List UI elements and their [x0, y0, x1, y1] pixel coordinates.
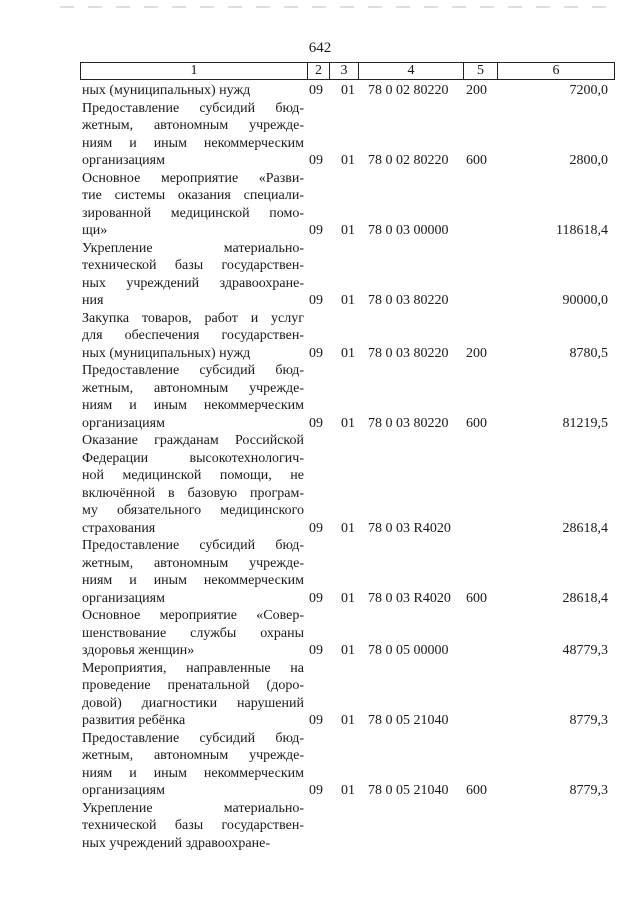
section-code: 09 — [309, 520, 323, 536]
description-line: ниям и иным некоммерческим — [82, 398, 304, 413]
description-line: проведение пренатальной (доро- — [82, 678, 304, 693]
row-description — [82, 607, 304, 660]
description-line: Предоставление субсидий бюд- — [82, 100, 304, 116]
table-row — [0, 170, 640, 240]
scan-artifact — [60, 6, 620, 8]
subsection-code: 01 — [341, 83, 355, 98]
description-line: ниям и иным некоммерческим — [82, 765, 304, 781]
description-line: организациям — [82, 415, 165, 431]
col-header-5: 5 — [477, 63, 484, 78]
table-row — [0, 730, 640, 800]
target-article-code: 78 0 05 00000 — [368, 643, 449, 658]
description-line: ниям и иным некоммерческим — [82, 573, 304, 588]
expense-type-code: 200 — [466, 83, 487, 98]
description-line: тие системы оказания специали- — [82, 188, 304, 203]
description-line: Предоставление субсидий бюд- — [82, 363, 304, 378]
description-line: организациям — [82, 590, 165, 606]
page-number: 642 — [308, 40, 332, 56]
expense-type-code: 600 — [466, 153, 487, 168]
amount: 48779,3 — [562, 643, 608, 658]
description-line: Предоставление субсидий бюд- — [82, 538, 304, 553]
table-header — [80, 62, 615, 80]
subsection-code: 01 — [341, 415, 355, 431]
description-line: ной медицинской помощи, не — [82, 468, 304, 483]
description-line: здоровья женщин» — [82, 643, 195, 658]
description-line: Оказание гражданам Российской — [82, 433, 304, 448]
description-line: щи» — [82, 223, 108, 238]
target-article-code: 78 0 05 21040 — [368, 713, 449, 728]
description-line: ния — [82, 293, 104, 308]
description-line: развития ребёнка — [82, 713, 186, 728]
subsection-code: 01 — [341, 345, 355, 361]
table-row — [0, 82, 640, 100]
subsection-code: 01 — [341, 590, 355, 606]
section-code: 09 — [309, 783, 323, 798]
description-line: ных учреждений здравоохране- — [82, 275, 304, 291]
row-description — [82, 660, 304, 730]
amount: 90000,0 — [562, 293, 608, 308]
row-description — [82, 82, 304, 100]
target-article-code: 78 0 02 80220 — [368, 83, 449, 98]
amount: 8779,3 — [569, 783, 608, 798]
expense-type-code: 600 — [466, 590, 487, 606]
table-row — [0, 362, 640, 432]
section-code: 09 — [309, 345, 323, 361]
target-article-code: 78 0 03 80220 — [368, 293, 449, 308]
col-header-1: 1 — [190, 63, 198, 78]
table-row — [0, 310, 640, 363]
amount: 2800,0 — [569, 153, 608, 168]
target-article-code: 78 0 03 R4020 — [368, 590, 451, 606]
table-row — [0, 100, 640, 170]
description-line: жетным, автономным учрежде- — [82, 748, 304, 763]
row-description — [82, 362, 304, 432]
description-line: Укрепление материально- — [82, 800, 304, 816]
target-article-code: 78 0 03 R4020 — [368, 520, 451, 536]
amount: 118618,4 — [556, 223, 608, 238]
description-line: Мероприятия, направленные на — [82, 660, 304, 676]
table-row — [0, 537, 640, 607]
target-article-code: 78 0 03 80220 — [368, 345, 449, 361]
description-line: для обеспечения государствен- — [82, 328, 304, 343]
table-row — [0, 800, 640, 853]
description-line: Укрепление материально- — [82, 240, 304, 256]
expense-type-code: 600 — [466, 783, 487, 798]
description-line: шенствование службы охраны — [82, 625, 304, 641]
row-description — [82, 800, 304, 853]
subsection-code: 01 — [341, 153, 355, 168]
table-row — [0, 660, 640, 730]
row-description — [82, 100, 304, 170]
description-line: организациям — [82, 153, 165, 168]
description-line: ниям и иным некоммерческим — [82, 135, 304, 151]
section-code: 09 — [309, 713, 323, 728]
target-article-code: 78 0 03 80220 — [368, 415, 449, 431]
section-code: 09 — [309, 293, 323, 308]
subsection-code: 01 — [341, 643, 355, 658]
section-code: 09 — [309, 153, 323, 168]
subsection-code: 01 — [341, 223, 355, 238]
section-code: 09 — [309, 223, 323, 238]
description-line: Закупка товаров, работ и услуг — [82, 310, 304, 326]
amount: 81219,5 — [562, 415, 608, 431]
target-article-code: 78 0 03 00000 — [368, 223, 449, 238]
description-line: технической базы государствен- — [82, 818, 304, 833]
target-article-code: 78 0 02 80220 — [368, 153, 449, 168]
description-line: организациям — [82, 783, 165, 798]
description-line: страхования — [82, 520, 156, 536]
description-line: ных учреждений здравоохране- — [82, 835, 271, 851]
description-line: ных (муниципальных) нужд — [82, 83, 251, 98]
subsection-code: 01 — [341, 783, 355, 798]
col-header-3: 3 — [340, 63, 348, 78]
expense-type-code: 600 — [466, 415, 487, 431]
description-line: довой) диагностики нарушений — [82, 695, 304, 711]
description-line: Основное мероприятие «Разви- — [82, 170, 304, 186]
section-code: 09 — [309, 643, 323, 658]
amount: 8779,3 — [569, 713, 608, 728]
subsection-code: 01 — [341, 520, 355, 536]
col-header-6: 6 — [552, 63, 560, 78]
amount: 8780,5 — [569, 345, 608, 361]
description-line: ных (муниципальных) нужд — [82, 345, 251, 361]
description-line: му обязательного медицинского — [82, 503, 304, 518]
target-article-code: 78 0 05 21040 — [368, 783, 449, 798]
col-header-4: 4 — [407, 63, 415, 78]
description-line: жетным, автономным учрежде- — [82, 380, 304, 396]
expense-type-code: 200 — [466, 345, 487, 361]
section-code: 09 — [309, 590, 323, 606]
description-line: жетным, автономным учрежде- — [82, 118, 304, 133]
row-description — [82, 170, 304, 240]
section-code: 09 — [309, 83, 323, 98]
description-line: зированной медицинской помо- — [82, 205, 304, 221]
table-row — [0, 432, 640, 537]
amount: 28618,4 — [562, 590, 608, 606]
amount: 28618,4 — [562, 520, 608, 536]
row-description — [82, 432, 304, 537]
subsection-code: 01 — [341, 293, 355, 308]
row-description — [82, 537, 304, 607]
section-code: 09 — [309, 415, 323, 431]
row-description — [82, 240, 304, 310]
subsection-code: 01 — [341, 713, 355, 728]
description-line: технической базы государствен- — [82, 258, 304, 273]
description-line: Федерации высокотехнологич- — [82, 450, 304, 466]
table-row — [0, 240, 640, 310]
row-description — [82, 730, 304, 800]
description-line: включённой в базовую програм- — [82, 485, 304, 501]
description-line: жетным, автономным учрежде- — [82, 555, 304, 571]
description-line: Основное мероприятие «Совер- — [82, 608, 304, 623]
row-description — [82, 310, 304, 363]
amount: 7200,0 — [569, 83, 608, 98]
col-header-2: 2 — [315, 63, 322, 78]
table-row — [0, 607, 640, 660]
description-line: Предоставление субсидий бюд- — [82, 730, 304, 746]
